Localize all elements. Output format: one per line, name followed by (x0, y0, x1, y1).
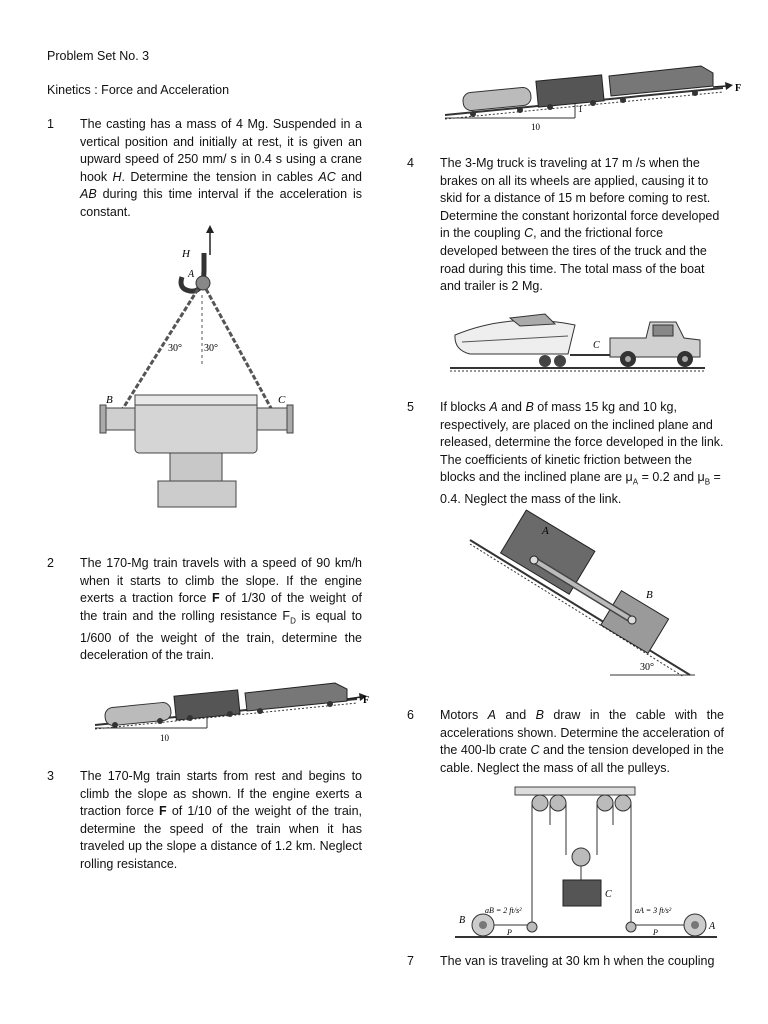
label-c: C (593, 340, 600, 351)
problem-3-text: The 170-Mg train starts from rest and begins to climb the slope as shown. If the engine exerts a traction force F of 1/10 of the weight of the train, determine the speed of the train when it has traveled up the slope a distance of 1.2 km. Neglect rolling resistance. (80, 769, 362, 871)
label-b: B (459, 915, 466, 926)
label-a: A (188, 269, 195, 280)
problem-5-number: 5 (407, 400, 414, 414)
label-p-right: P (653, 928, 658, 937)
problem-7-text: The van is traveling at 30 km h when the coupling (440, 954, 715, 968)
page-title: Problem Set No. 3 (47, 49, 150, 63)
problem-1-text: The casting has a mass of 4 Mg. Suspended in a vertical position and initially at rest, it is given an upward speed of 250 mm/ s in 0.4 s using a crane hook H. Determine the tension in cables AC and AB during this time interval if the acceleration is constant. (80, 117, 362, 219)
label-b: B (106, 394, 113, 406)
angle-right: 30° (204, 343, 218, 354)
label-b: B (646, 589, 653, 601)
problem-4-text: The 3-Mg truck is traveling at 17 m /s when the brakes on all its wheels are applied, causing it to skid for a distance of 15 m before coming to rest. Determine the constant horizontal force developed in the coupling C, and the frictional force developed between the tires of the truck and the road during this time. The total mass of the boat and trailer is 2 Mg. (440, 156, 720, 294)
label-c: C (278, 394, 286, 406)
accel-b: aB = 2 ft/s² (485, 906, 522, 915)
boat-truck-figure (450, 310, 710, 375)
problem-2-number: 2 (47, 556, 54, 570)
problem-4-number: 4 (407, 156, 414, 170)
page-subtitle: Kinetics : Force and Acceleration (47, 83, 230, 97)
angle-left: 30° (168, 343, 182, 354)
problem-5-text: If blocks A and B of mass 15 kg and 10 kg, respectively, are placed on the inclined plane and released, determine the force developed in the link. The coefficients of kinetic friction between the blocks and the inclined plane are $\mu_A = 0.2$ and $\mu_B = 0.4$. Neglect the mass of the link. (440, 400, 724, 507)
label-a: A (542, 525, 549, 537)
accel-a: aA = 3 ft/s² (635, 906, 672, 915)
label-c: C (605, 889, 612, 900)
pulley-figure (455, 785, 725, 945)
slope-run: 10 (160, 733, 169, 743)
label-h: H (182, 248, 190, 260)
train-figure-mid (95, 675, 375, 745)
casting-figure (100, 225, 300, 525)
force-f: F (735, 83, 742, 94)
problem-2-text: The 170-Mg train travels with a speed of 90 km/h when it starts to climb the slope. If the engine exerts a traction force F of 1/30 of the weight of the train and the rolling resistance $F_D$ is equal to 1/600 of the weight of the train, determine the deceleration of the train. (80, 556, 362, 663)
label-p-left: P (507, 928, 512, 937)
problem-6-number: 6 (407, 708, 414, 722)
slope-run: 10 (531, 122, 540, 132)
problem-7-number: 7 (407, 954, 414, 968)
problem-1-number: 1 (47, 117, 54, 131)
incline-figure (470, 520, 700, 680)
problem-6-text: Motors A and B draw in the cable with the accelerations shown. Determine the acceleration of the 400-lb crate C and the tension developed in the cable. Neglect the mass of all the pulleys. (440, 708, 724, 775)
problem-3-number: 3 (47, 769, 54, 783)
train-figure-top (445, 60, 745, 135)
angle-30: 30° (640, 662, 654, 673)
slope-rise: 1 (578, 104, 583, 114)
label-a: A (709, 921, 716, 932)
force-f: F (363, 695, 370, 706)
